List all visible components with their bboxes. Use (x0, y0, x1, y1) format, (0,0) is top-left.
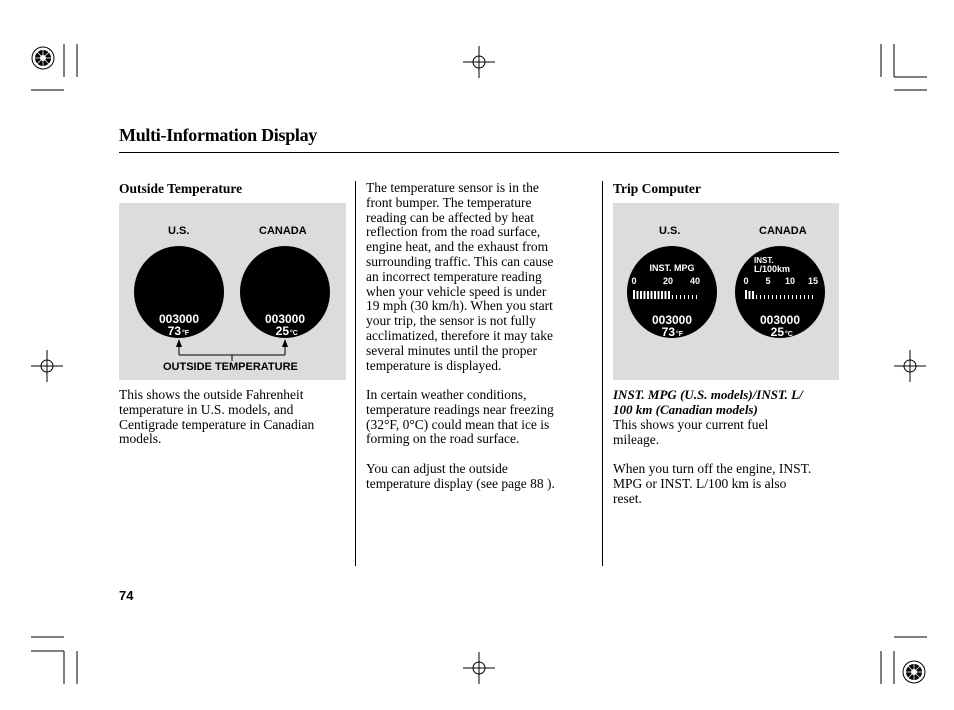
section-heading-outside-temperature: Outside Temperature (119, 181, 243, 196)
figure-label-us: U.S. (168, 225, 190, 237)
registration-starburst-icon (903, 661, 925, 683)
unit-us: °F (182, 330, 190, 337)
outside-temperature-figure (119, 203, 346, 380)
scale-tick-label: 20 (662, 276, 674, 286)
section-heading-trip-computer: Trip Computer (613, 181, 701, 196)
odometer-canada: 003000 (264, 312, 306, 326)
odometer-canada: 003000 (759, 313, 801, 327)
registration-starburst-icon (32, 47, 54, 69)
temp-us: 73 (167, 324, 181, 338)
column-divider (355, 181, 356, 566)
arrow-up-icon (282, 339, 288, 347)
inst-mpg-subheading: INST. MPG (U.S. models)/INST. L/ 100 km (Canadian models) (613, 387, 803, 417)
temp-us: 73 (661, 325, 675, 339)
odometer-us: 003000 (158, 312, 200, 326)
figure-label-canada: CANADA (759, 225, 807, 237)
odometer-us: 003000 (651, 313, 693, 327)
page-title: Multi-Information Display (119, 125, 318, 145)
scale-tick-label: 40 (689, 276, 701, 286)
unit-canada: °C (785, 331, 793, 338)
inst-label: INST. (754, 256, 774, 265)
scale-tick-label: 0 (743, 276, 749, 286)
callout-label: OUTSIDE TEMPERATURE (163, 361, 298, 373)
reset-text: When you turn off the engine, INST. MPG or INST. L/100 km is also reset. (613, 461, 812, 506)
fuel-mileage-text: This shows your current fuel mileage. (613, 417, 769, 447)
sensor-paragraph: The temperature sensor is in the front bumper. The temperature reading can be affected by heat reflection from the road surface, engine heat, and the exhaust from surrounding traffic. This can cause an incorrect temperature reading when your vehicle speed is under 19 mph (30 km/h). When you start your trip, the sensor is not fully acclimatized, therefore it may take several minutes until the proper temperature is displayed. (366, 180, 554, 373)
arrow-up-icon (176, 339, 182, 347)
l-per-100km-label: L/100km (754, 264, 791, 274)
unit-us: °F (676, 331, 684, 338)
title-rule (119, 152, 839, 153)
outside-temperature-text: This shows the outside Fahrenheit temperature in U.S. models, and Centigrade temperature in Canadian models. (119, 387, 315, 447)
unit-canada: °C (290, 330, 298, 337)
inst-mpg-label: INST. MPG (649, 263, 695, 273)
scale-tick-label: 0 (631, 276, 637, 286)
temp-canada: 25 (770, 325, 784, 339)
scale-tick-label: 10 (784, 276, 796, 286)
weather-paragraph: In certain weather conditions, temperature readings near freezing (32°F, 0°C) could mean that ice is forming on the road surface. (366, 387, 554, 447)
figure-label-canada: CANADA (259, 225, 307, 237)
trip-computer-figure (613, 203, 839, 380)
adjust-paragraph: You can adjust the outside temperature display (see page 88 ). (366, 461, 555, 491)
temp-canada: 25 (275, 324, 289, 338)
trip-gauge-illustration (613, 203, 839, 380)
figure-label-us: U.S. (659, 225, 681, 237)
scale-tick-label: 5 (765, 276, 771, 286)
gauge-illustration (119, 203, 346, 380)
scale-tick-label: 15 (807, 276, 819, 286)
column-divider (602, 181, 603, 566)
page-number: 74 (119, 588, 134, 603)
callout-lines (179, 341, 285, 361)
